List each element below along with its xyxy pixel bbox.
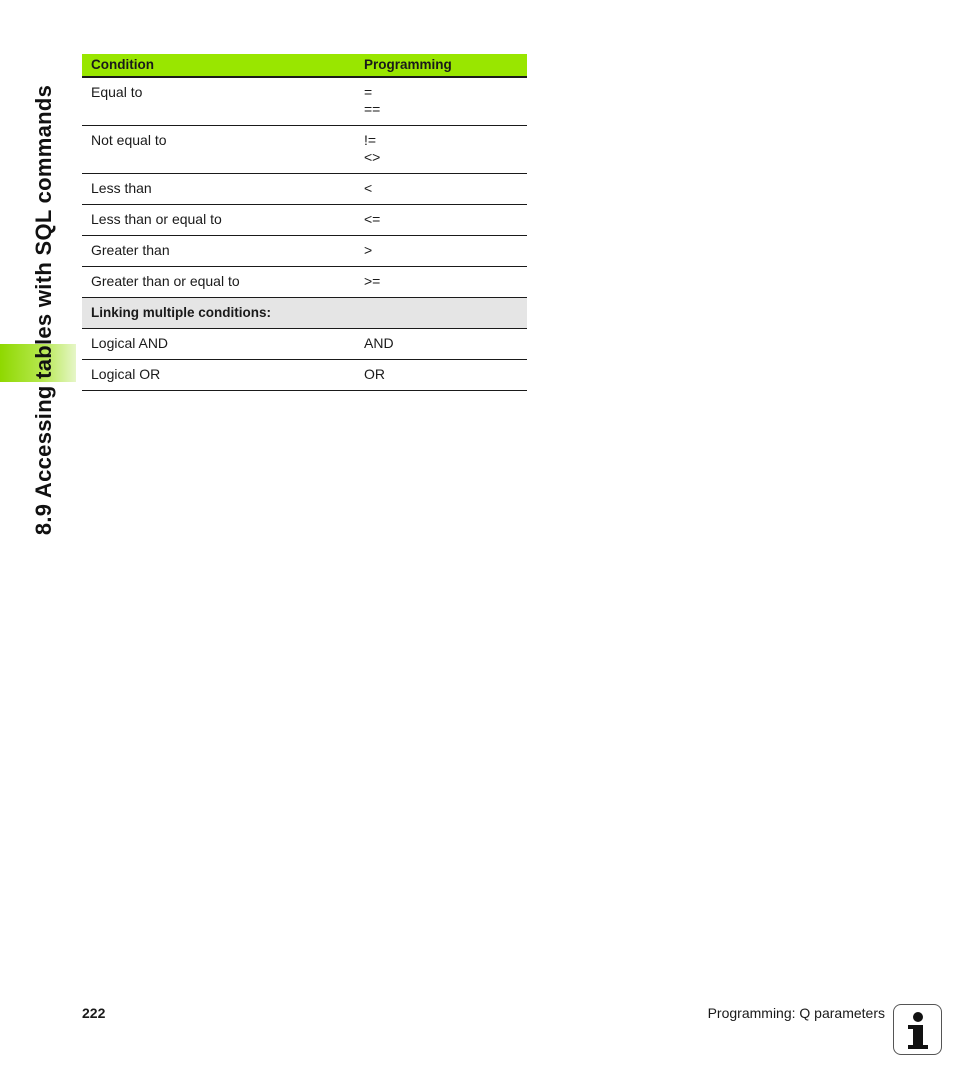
table-row (82, 205, 527, 236)
table-header-row (82, 54, 527, 77)
conditions-table (82, 54, 527, 391)
page-number: 222 (82, 1005, 106, 1021)
operator: OR (364, 366, 385, 382)
table-row (82, 267, 527, 298)
section-header: Linking multiple conditions: (82, 298, 527, 329)
operator: < (364, 180, 373, 196)
operator: AND (364, 335, 394, 351)
table-row (82, 329, 527, 360)
programming-cell (355, 126, 527, 174)
condition-cell: Less than or equal to (82, 205, 355, 236)
programming-cell (355, 267, 527, 298)
footer-section-title: Programming: Q parameters (707, 1005, 885, 1021)
operator: >= (364, 273, 381, 289)
column-header-programming: Programming (355, 54, 527, 77)
condition-cell: Equal to (82, 77, 355, 126)
table-row (82, 126, 527, 174)
programming-cell (355, 77, 527, 126)
operator: != (364, 132, 377, 148)
programming-cell (355, 205, 527, 236)
table-row (82, 236, 527, 267)
condition-cell: Logical AND (82, 329, 355, 360)
operator: > (364, 242, 373, 258)
condition-cell: Logical OR (82, 360, 355, 391)
operator: <= (364, 211, 381, 227)
programming-cell (355, 174, 527, 205)
programming-cell (355, 329, 527, 360)
table-row (82, 360, 527, 391)
table-row (82, 77, 527, 126)
chapter-title: 8.9 Accessing tables with SQL commands (31, 84, 56, 536)
condition-cell: Greater than or equal to (82, 267, 355, 298)
table-row (82, 174, 527, 205)
section-row (82, 298, 527, 329)
programming-cell (355, 360, 527, 391)
condition-cell: Not equal to (82, 126, 355, 174)
info-icon (893, 1004, 942, 1055)
operator: == (364, 101, 381, 117)
operator: = (364, 84, 373, 100)
programming-cell (355, 236, 527, 267)
column-header-condition: Condition (82, 54, 355, 77)
info-icon-glyph (894, 1005, 940, 1053)
condition-cell: Less than (82, 174, 355, 205)
condition-cell: Greater than (82, 236, 355, 267)
operator: <> (364, 149, 381, 165)
